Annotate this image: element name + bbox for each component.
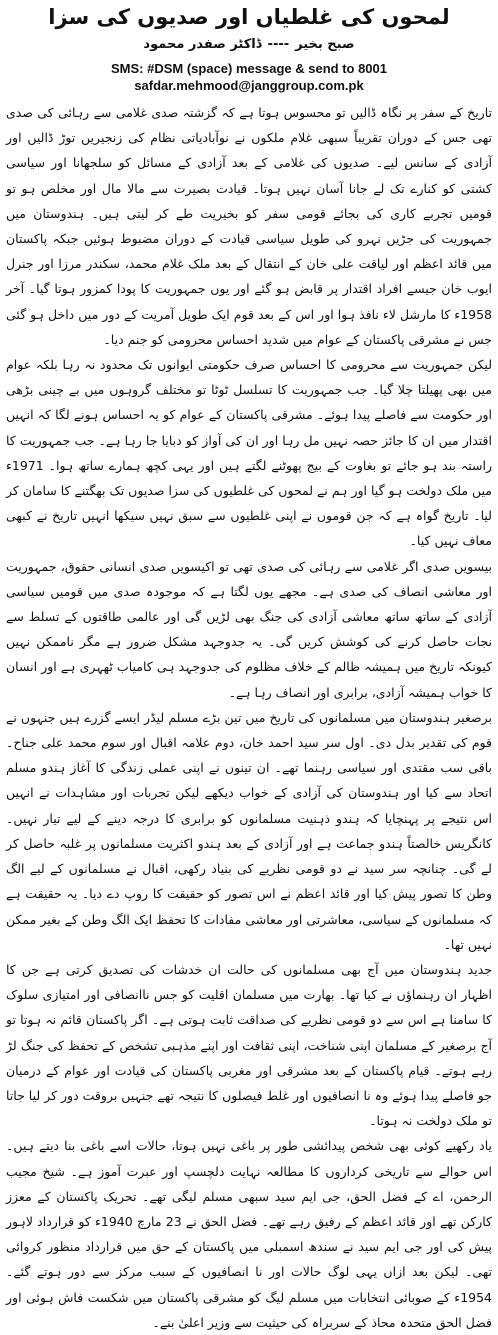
article-paragraph: جدید ہندوستان میں آج بھی مسلمانوں کی حالت ان خدشات کی تصدیق کرتی ہے جن کا اظہار ان رہنماؤں نے کیا تھا۔ بھارت میں مسلمان اقلیت کو جس ناانصافی اور امتیازی سلوک کا سامنا ہے اس سے دو قومی نظریے کی صداقت ثابت ہوتی ہے۔ اگر پاکستان قائم نہ ہوتا تو آج برصغیر کے مسلمان اپنی شناخت، اپنی ثقافت اور اپنے مذہبی تشخص کے تحفظ کی جنگ لڑ رہے ہوتے۔ قیام پاکستان کے بعد مشرقی اور مغربی پاکستان کی قیادت اور عوام کے درمیان جو فاصلے پیدا ہوئے وہ نا انصافیوں اور غلط فیصلوں کا نتیجہ تھے جنہیں بروقت دور کر لیا جاتا تو ملک دولخت نہ ہوتا۔ (6, 961, 492, 1129)
byline-separator: ---- (267, 37, 290, 52)
article-body (4, 100, 494, 1335)
article-paragraph: تاریخ کے سفر پر نگاہ ڈالیں تو محسوس ہوتا ہے کہ گزشتہ صدی غلامی سے رہائی کی صدی تھی جس کے دوران تقریباً سبھی غلام ملکوں نے نوآبادیاتی نظام کی زنجیریں توڑ ڈالیں اور آزادی کے سانس لیے۔ صدیوں کی غلامی کے بعد آزادی کے مسائل کو سلجھانا اور سیاسی کشتی کو کنارے تک لے جانا آسان نہیں ہوتا۔ قیادت بصیرت سے مالا مال اور مخلص ہو تو قومیں تجربے کاری کی بجائے قومی سفر کو بخیریت طے کر لیتی ہیں۔ ہندوستان میں جمہوریت کی جڑیں نہرو کی طویل سیاسی قیادت کے دوران مضبوط ہوئیں جبکہ پاکستان میں قائد اعظم اور لیاقت علی خان کے انتقال کے بعد ملک غلام محمد، سکندر مرزا اور جنرل ایوب خان جیسے افراد اقتدار پر قابض ہو گئے اور یوں جمہوریت کا پودا کمزور ہوتا گیا۔ آخر 1958ء کا مارشل لاء نافذ ہوا اور اس کے بعد قوم ایک طویل آمریت کے دور میں داخل ہو گئی جس نے مشرقی پاکستان کے عوام میں شدید احساس محرومی کو جنم دیا۔ (6, 105, 492, 347)
author-email: safdar.mehmood@janggroup.com.pk (134, 78, 364, 93)
headline: لمحوں کی غلطیاں اور صدیوں کی سزا (48, 5, 450, 29)
article-paragraph: بیسویں صدی اگر غلامی سے رہائی کی صدی تھی تو اکیسویں صدی انسانی حقوق، جمہوریت اور معاشی انصاف کی صدی ہے۔ مجھے یوں لگتا ہے کہ موجودہ صدی میں قومیں سیاسی آزادی کے ساتھ ساتھ معاشی آزادی کی جنگ بھی لڑیں گی اور عالمی طاقتوں کے تسلط سے نجات حاصل کرنے کی کوشش کریں گی۔ یہ جدوجہد مشکل ضرور ہے مگر ناممکن نہیں کیونکہ تاریخ میں ہمیشہ ظالم کے خلاف مظلوم کی جدوجہد ہی کامیاب ٹھہری ہے اور انسان کا خواب ہمیشہ آزادی، برابری اور انصاف رہا ہے۔ (6, 558, 492, 700)
sms-line: SMS: #DSM (space) message & send to 8001 (111, 61, 387, 76)
article-paragraph: برصغیر ہندوستان میں مسلمانوں کی تاریخ میں تین بڑے مسلم لیڈر ایسے گزرے ہیں جنہوں نے قوم کی تقدیر بدل دی۔ اول سر سید احمد خان، دوم علامہ اقبال اور سوم محمد علی جناح۔ باقی سب مقتدی اور سیاسی رہنما تھے۔ ان تینوں نے اپنی عملی زندگی کا آغاز ہندو مسلم اتحاد سے کیا اور ہندوستان کی آزادی کے خواب دیکھے لیکن تجربات اور مشاہدات نے انہیں اس نتیجے پر پہنچایا کہ ہندو ذہنیت مسلمانوں کو برابری کا درجہ دینے کے لیے تیار نہیں۔ کانگریس خالصتاً ہندو جماعت ہے اور آزادی کے بعد ہندو اکثریت مسلمانوں پر غلبہ حاصل کر لے گی۔ چنانچہ سر سید نے دو قومی نظریے کی بنیاد رکھی، اقبال نے مسلمانوں کے لیے الگ وطن کا تصور پیش کیا اور قائد اعظم نے اس تصور کو حقیقت کا روپ دے دیا۔ یہ حقیقت ہے کہ مسلمانوں کے سیاسی، معاشرتی اور معاشی مفادات کا تحفظ ایک الگ وطن کے بغیر ممکن نہیں تھا۔ (6, 709, 492, 952)
author-name: ڈاکٹر صفدر محمود (143, 37, 262, 52)
article-paragraph: یاد رکھیے کوئی بھی شخص پیدائشی طور پر باغی نہیں ہوتا، حالات اسے باغی بنا دیتے ہیں۔ اس حوالے سے تاریخی کرداروں کا مطالعہ نہایت دلچسپ اور عبرت آموز ہے۔ شیخ مجیب الرحمن، اے کے فضل الحق، جی ایم سید سبھی مسلم لیگی تھے۔ تحریک پاکستان کے معزز کارکن تھے اور قائد اعظم کے رفیق رہے تھے۔ فضل الحق نے 23 مارچ 1940ء کو قرارداد لاہور پیش کی اور جی ایم سید نے سندھ اسمبلی میں پاکستان کے حق میں قرارداد منظور کروائی تھی۔ لیکن بعد ازاں یہی لوگ حالات اور نا انصافیوں کے سبب مرکز سے دور ہوتے گئے۔ 1954ء کے صوبائی انتخابات میں مسلم لیگ کو مشرقی پاکستان میں شکست فاش ہوئی اور فضل الحق متحدہ محاذ کے سربراہ کی حیثیت سے وزیر اعلیٰ بنے۔ (6, 1138, 492, 1330)
article-paragraph: لیکن جمہوریت سے محرومی کا احساس صرف حکومتی ایوانوں تک محدود نہ رہا بلکہ عوام میں بھی پھیلتا چلا گیا۔ جب جمہوریت کا تسلسل ٹوٹا تو مختلف گروہوں میں بے چینی بڑھی اور حکومت سے فاصلے پیدا ہوئے۔ مشرقی پاکستان کے عوام کو یہ احساس ہونے لگا کہ انہیں اقتدار میں ان کا جائز حصہ نہیں مل رہا اور ان کی آواز کو دبایا جا رہا ہے۔ جب جمہوریت کا راستہ بند ہو جائے تو بغاوت کے بیج پھوٹنے لگتے ہیں اور یہی کچھ ہمارے ساتھ ہوا۔ 1971ء میں ملک دولخت ہو گیا اور ہم نے لمحوں کی غلطیوں کی سزا صدیوں تک بھگتنے کا سامان کر لیا۔ تاریخ گواہ ہے کہ جن قوموں نے اپنی غلطیوں سے سبق نہیں سیکھا انہیں تاریخ نے کبھی معاف نہیں کیا۔ (6, 357, 492, 549)
column-name: صبح بخیر (295, 37, 355, 52)
byline (4, 34, 494, 56)
